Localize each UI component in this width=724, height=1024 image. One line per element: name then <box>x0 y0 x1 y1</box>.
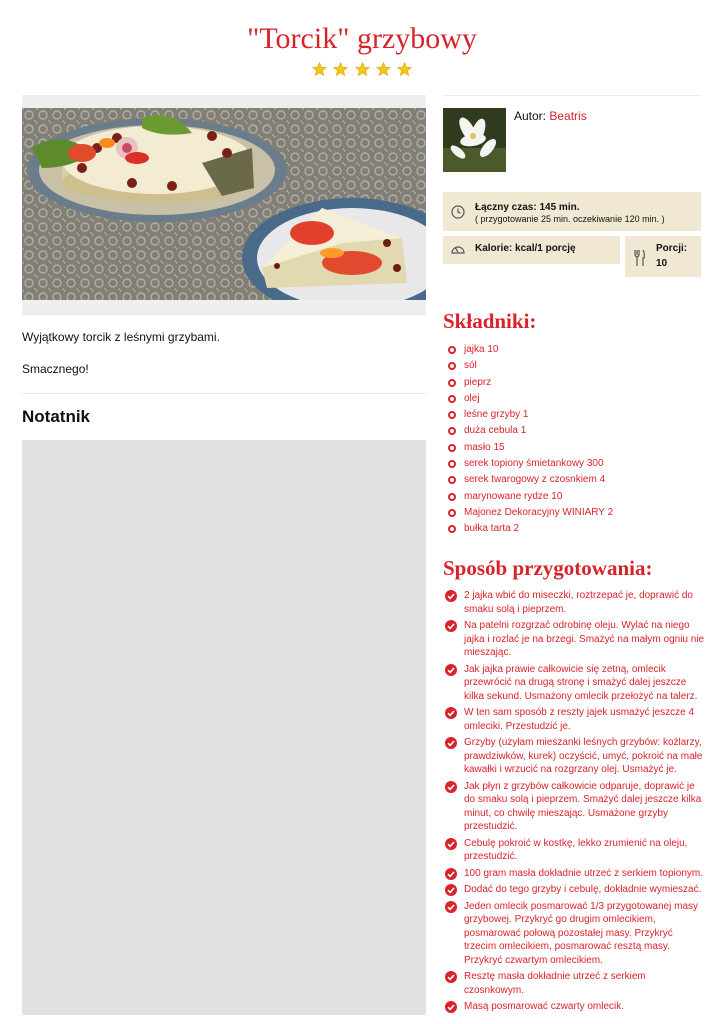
check-icon <box>445 620 457 632</box>
step-text: Na patelni rozgrzać odrobinę oleju. Wylać na niego jajka i rozlać je na brzegi. Smażyć na małym ogniu nie mieszając. <box>464 620 705 658</box>
ingredient-text: bułka tarta 2 <box>464 523 520 535</box>
author-link[interactable]: Beatris <box>549 109 587 123</box>
star-icon <box>333 62 348 77</box>
step-item <box>443 837 705 864</box>
check-icon <box>445 868 457 880</box>
notes-area[interactable] <box>22 440 426 1015</box>
step-item <box>443 970 705 997</box>
notes-title: Notatnik <box>22 407 90 426</box>
cutlery-icon <box>634 250 646 266</box>
bullet-icon <box>448 525 456 533</box>
closing-text: Smacznego! <box>22 362 89 376</box>
step-item <box>443 780 705 834</box>
portions-label: Porcji: <box>656 243 688 254</box>
clock-icon <box>451 205 465 219</box>
total-time: Łączny czas: 145 min. <box>475 202 580 213</box>
star-icon <box>355 62 370 77</box>
step-item <box>443 736 705 777</box>
ingredient-text: jajka 10 <box>464 344 499 355</box>
bullet-icon <box>448 395 456 403</box>
ingredient-text: serek topiony śmietankowy 300 <box>464 458 604 470</box>
list-item <box>443 522 701 538</box>
check-icon <box>445 737 457 749</box>
divider <box>443 95 701 96</box>
list-item <box>443 408 701 424</box>
list-item <box>443 473 701 489</box>
check-icon <box>445 884 457 896</box>
steps-list <box>443 589 705 1017</box>
bullet-icon <box>448 411 456 419</box>
bullet-icon <box>448 346 456 354</box>
ingredient-text: masło 15 <box>464 441 505 453</box>
step-item <box>443 589 705 616</box>
list-item <box>443 359 701 375</box>
check-icon <box>445 664 457 676</box>
ingredient-text: duża cebula 1 <box>464 425 527 437</box>
star-icon <box>376 62 391 77</box>
ingredient-text: marynowane rydze 10 <box>464 490 563 502</box>
step-text: Cebulę pokroić w kostkę, lekko zrumienić na oleju, przestudzić. <box>464 837 688 862</box>
bullet-icon <box>448 444 456 452</box>
recipe-photo <box>22 108 426 300</box>
step-text: W ten sam sposób z reszty jajek usmażyć jeszcze 4 omleciki. Przestudzić je. <box>464 707 695 732</box>
time-detail: ( przygotowanie 25 min. oczekiwanie 120 min. ) <box>475 214 665 224</box>
list-item <box>443 506 701 522</box>
recipe-description: Wyjątkowy torcik z leśnymi grzybami. <box>22 330 220 344</box>
author-line <box>514 109 587 123</box>
step-text: Grzyby (użyłam mieszanki leśnych grzybów: koźlarzy, prawdziwków, kurek) oczyścić, umyć, pokroić na małe kawałki i wrzucić na rozgrzany olej. Usmażyć je. <box>464 737 703 775</box>
portions-value: 10 <box>656 258 668 269</box>
list-item <box>443 457 701 473</box>
list-item <box>443 376 701 392</box>
rating-stars <box>0 62 724 80</box>
step-text: Jeden omlecik posmarować 1/3 przygotowanej masy grzybowej. Przykryć go drugim omlecikiem, posmarować połową pozostałej masy. Przykryć trzecim omlecikiem, posmarować resztą masy. Przykryć czwartym omlecikiem. <box>464 900 698 966</box>
step-item <box>443 900 705 968</box>
bullet-icon <box>448 460 456 468</box>
method-title: Sposób przygotowania: <box>443 556 653 580</box>
ingredient-text: sól <box>464 360 477 372</box>
ingredients-title: Składniki: <box>443 309 537 333</box>
step-text: 2 jajka wbić do miseczki, roztrzepać je, doprawić do smaku solą i pieprzem. <box>464 590 693 615</box>
bullet-icon <box>448 493 456 501</box>
list-item <box>443 441 701 457</box>
step-text: 100 gram masła dokładnie utrzeć z serkiem topionym. <box>464 867 703 879</box>
bullet-icon <box>448 379 456 387</box>
calories-text: Kalorie: kcal/1 porcję <box>475 243 576 254</box>
check-icon <box>445 781 457 793</box>
author-label: Autor: <box>514 109 547 123</box>
step-text: Resztę masła dokładnie utrzeć z serkiem czosnkowym. <box>464 971 646 996</box>
check-icon <box>445 590 457 602</box>
step-text: Masą posmarować czwarty omlecik. <box>464 1001 625 1012</box>
ingredient-text: Majonez Dekoracyjny WINIARY 2 <box>464 506 614 518</box>
step-text: Jak jajka prawie całkowicie się zetną, omlecik przewrócić na drugą stronę i smażyć dalej jeszcze kilka sekund. Usmażony omlecik przełożyć na talerz. <box>464 663 698 702</box>
ingredient-text: olej <box>464 392 480 404</box>
step-item <box>443 663 705 704</box>
step-item <box>443 706 705 733</box>
check-icon <box>445 901 457 913</box>
bullet-icon <box>448 362 456 370</box>
recipe-title: "Torcik" grzybowy <box>247 22 477 55</box>
ingredient-text: pieprz <box>464 376 492 388</box>
check-icon <box>445 707 457 719</box>
bullet-icon <box>448 476 456 484</box>
step-item <box>443 883 705 897</box>
step-item <box>443 619 705 660</box>
list-item <box>443 392 701 408</box>
ingredient-text: leśne grzyby 1 <box>464 409 529 421</box>
step-text: Jak płyn z grzybów całkowicie odparuje, doprawić je do smaku solą i pieprzem. Smażyć dalej jeszcze kilka minut, co chwilę mieszając. Usmażone grzyby przestudzić. <box>464 780 702 832</box>
check-icon <box>445 971 457 983</box>
ingredients-list <box>443 343 701 539</box>
author-avatar <box>443 108 506 172</box>
ingredient-text: serek twarogowy z czosnkiem 4 <box>464 474 606 486</box>
star-icon <box>397 62 412 77</box>
calories-gauge-icon <box>451 242 465 255</box>
check-icon <box>445 838 457 850</box>
star-icon <box>312 62 327 77</box>
step-text: Dodać do tego grzyby i cebulę, dokładnie wymieszać. <box>464 884 702 895</box>
list-item <box>443 343 701 359</box>
check-icon <box>445 1001 457 1013</box>
bullet-icon <box>448 427 456 435</box>
list-item <box>443 424 701 440</box>
step-item <box>443 1000 705 1014</box>
description-box <box>22 314 426 394</box>
bullet-icon <box>448 509 456 517</box>
list-item <box>443 490 701 506</box>
step-item <box>443 867 705 881</box>
